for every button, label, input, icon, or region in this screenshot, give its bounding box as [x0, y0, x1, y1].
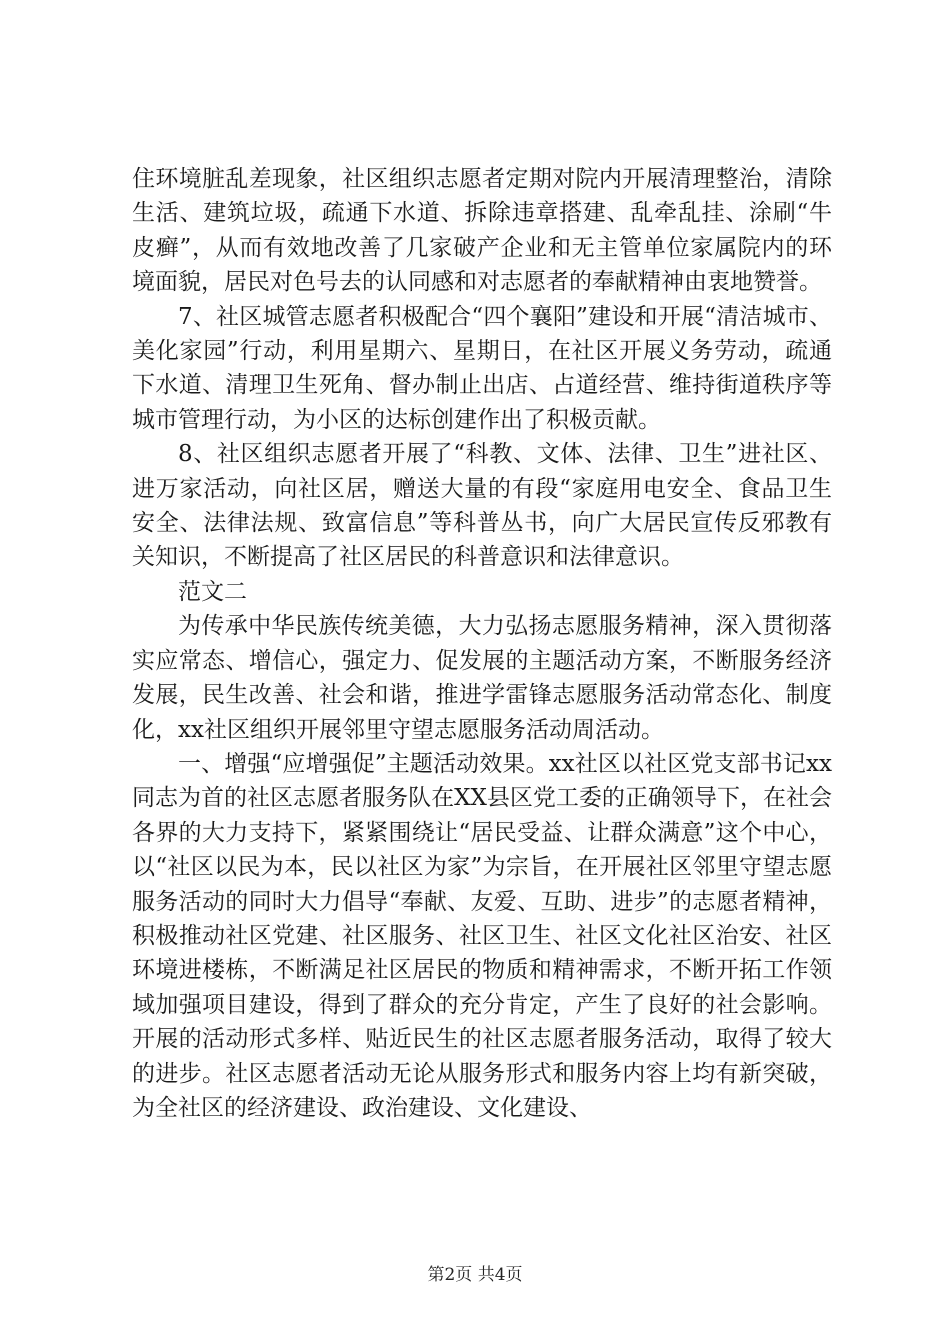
paragraph-section-one: 一、增强“应增强促”主题活动效果。xx社区以社区党支部书记xx同志为首的社区志愿者服务队在XX县区党工委的正确领导下，在社会各界的大力支持下，紧紧围绕让“居民受益、让群众满意”这个中心，以“社区以民为本，民以社区为家”为宗旨，在开展社区邻里守望志愿服务活动的同时大力倡导“奉献、友爱、互助、进步”的志愿者精神，积极推动社区党建、社区服务、社区卫生、社区文化社区治安、社区环境进楼栋，不断满足社区居民的物质和精神需求，不断开拓工作领域加强项目建设，得到了群众的充分肯定，产生了良好的社会影响。开展的活动形式多样、贴近民生的社区志愿者服务活动，取得了较大的进步。社区志愿者活动无论从服务形式和服务内容上均有新突破，为全社区的经济建设、政治建设、文化建设、 [132, 750, 832, 1121]
page-footer: 第2页 共4页 [427, 1265, 523, 1285]
paragraph-intro: 为传承中华民族传统美德，大力弘扬志愿服务精神，深入贯彻落实应常态、增信心，强定力、促发展的主题活动方案，不断服务经济发展，民生改善、社会和谐，推进学雷锋志愿服务活动常态化、制度化，xx社区组织开展邻里守望志愿服务活动周活动。 [132, 613, 832, 743]
paragraph-item-8: 8、社区组织志愿者开展了“科教、文体、法律、卫生”进社区、进万家活动，向社区居，赠送大量的有段“家庭用电安全、食品卫生安全、法律法规、致富信息”等科普丛书，向广大居民宣传反邪教有关知识，不断提高了社区居民的科普意识和法律意识。 [132, 441, 832, 571]
section-heading: 范文二 [178, 578, 247, 605]
paragraph-continuation: 住环境脏乱差现象，社区组织志愿者定期对院内开展清理整治，清除生活、建筑垃圾，疏通下水道、拆除违章搭建、乱牵乱挂、涂刷“牛皮癣”，从而有效地改善了几家破产企业和无主管单位家属院内的环境面貌，居民对色号去的认同感和对志愿者的奉献精神由衷地赞誉。 [132, 166, 832, 296]
paragraph-item-7: 7、社区城管志愿者积极配合“四个襄阳”建设和开展“清洁城市、美化家园”行动，利用星期六、星期日，在社区开展义务劳动，疏通下水道、清理卫生死角、督办制止出店、占道经营、维持街道秩序等城市管理行动，为小区的达标创建作出了积极贡献。 [132, 303, 832, 433]
document-body [132, 162, 832, 1125]
